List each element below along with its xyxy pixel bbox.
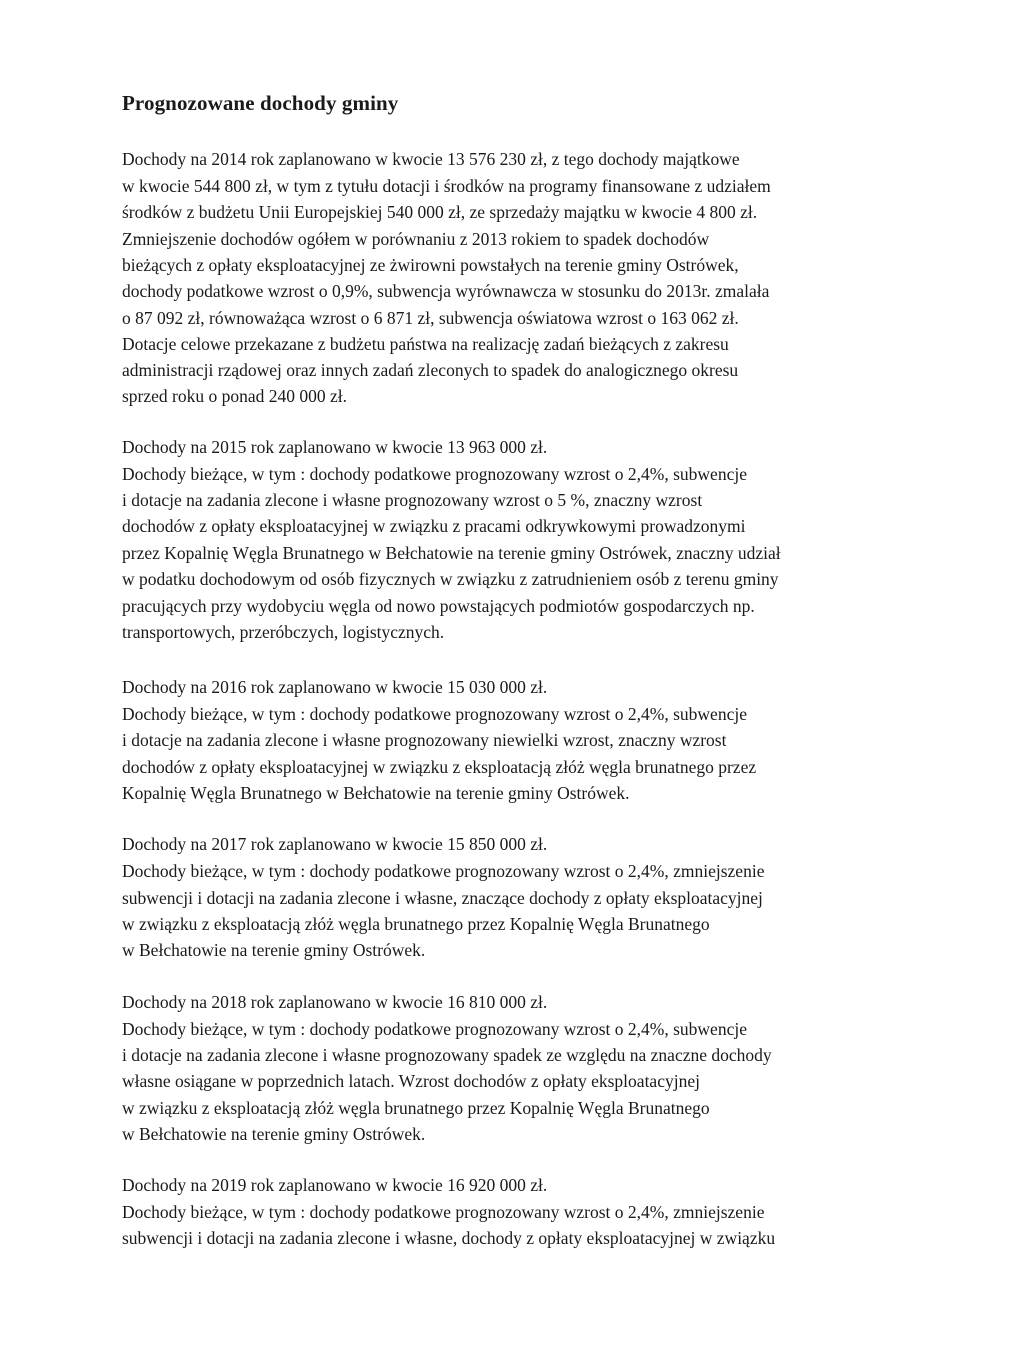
text-line: subwencji i dotacji na zadania zlecone i własne, znaczące dochody z opłaty eksploatacyjnej — [122, 888, 763, 908]
text-line: Dochody na 2017 rok zaplanowano w kwocie 15 850 000 zł. — [122, 834, 548, 854]
text-line: w związku z eksploatacją złóż węgla brunatnego przez Kopalnię Węgla Brunatnego — [122, 1098, 710, 1118]
text-line: w Bełchatowie na terenie gminy Ostrówek. — [122, 940, 426, 960]
text-line: dochodów z opłaty eksploatacyjnej w związku z eksploatacją złóż węgla brunatnego przez — [122, 757, 757, 777]
text-line: w podatku dochodowym od osób fizycznych w związku z zatrudnieniem osób z terenu gminy — [122, 569, 779, 589]
text-line: pracujących przy wydobyciu węgla od nowo powstających podmiotów gospodarczych np. — [122, 596, 755, 616]
text-line: Dochody bieżące, w tym : dochody podatkowe prognozowany wzrost o 2,4%, subwencje — [122, 1019, 747, 1039]
text-line: Kopalnię Węgla Brunatnego w Bełchatowie na terenie gminy Ostrówek. — [122, 783, 630, 803]
text-line: w Bełchatowie na terenie gminy Ostrówek. — [122, 1124, 426, 1144]
text-line: przez Kopalnię Węgla Brunatnego w Bełchatowie na terenie gminy Ostrówek, znaczny udział — [122, 543, 781, 563]
text-line: dochodów z opłaty eksploatacyjnej w związku z pracami odkrywkowymi prowadzonymi — [122, 516, 746, 536]
text-line: o 87 092 zł, równoważąca wzrost o 6 871 zł, subwencja oświatowa wzrost o 163 062 zł. — [122, 308, 739, 328]
text-line: Dochody na 2016 rok zaplanowano w kwocie 15 030 000 zł. — [122, 677, 548, 697]
text-line: Dochody na 2014 rok zaplanowano w kwocie 13 576 230 zł, z tego dochody majątkowe — [122, 149, 740, 169]
text-line: w związku z eksploatacją złóż węgla brunatnego przez Kopalnię Węgla Brunatnego — [122, 914, 710, 934]
text-line: Dochody na 2019 rok zaplanowano w kwocie 16 920 000 zł. — [122, 1175, 548, 1195]
text-line: transportowych, przeróbczych, logistycznych. — [122, 622, 445, 642]
text-line: w kwocie 544 800 zł, w tym z tytułu dotacji i środków na programy finansowane z udziałem — [122, 176, 771, 196]
text-line: Dochody bieżące, w tym : dochody podatkowe prognozowany wzrost o 2,4%, subwencje — [122, 464, 747, 484]
text-line: i dotacje na zadania zlecone i własne prognozowany wzrost o 5 %, znaczny wzrost — [122, 490, 703, 510]
text-line: Dochody bieżące, w tym : dochody podatkowe prognozowany wzrost o 2,4%, subwencje — [122, 704, 747, 724]
text-line: i dotacje na zadania zlecone i własne prognozowany spadek ze względu na znaczne dochody — [122, 1045, 772, 1065]
text-line: Dotacje celowe przekazane z budżetu państwa na realizację zadań bieżących z zakresu — [122, 334, 729, 354]
document-title: Prognozowane dochody gminy — [122, 91, 399, 115]
text-line: Dochody bieżące, w tym : dochody podatkowe prognozowany wzrost o 2,4%, zmniejszenie — [122, 861, 765, 881]
text-line: dochody podatkowe wzrost o 0,9%, subwencja wyrównawcza w stosunku do 2013r. zmalała — [122, 281, 770, 301]
text-line: Dochody bieżące, w tym : dochody podatkowe prognozowany wzrost o 2,4%, zmniejszenie — [122, 1202, 765, 1222]
text-line: Dochody na 2018 rok zaplanowano w kwocie 16 810 000 zł. — [122, 992, 548, 1012]
text-line: sprzed roku o ponad 240 000 zł. — [122, 386, 348, 406]
text-line: środków z budżetu Unii Europejskiej 540 000 zł, ze sprzedaży majątku w kwocie 4 800 zł. — [122, 202, 758, 222]
text-line: i dotacje na zadania zlecone i własne prognozowany niewielki wzrost, znaczny wzrost — [122, 730, 727, 750]
text-line: administracji rządowej oraz innych zadań zleconych to spadek do analogicznego okresu — [122, 360, 739, 380]
text-line: Zmniejszenie dochodów ogółem w porównaniu z 2013 rokiem to spadek dochodów — [122, 229, 710, 249]
text-line: bieżących z opłaty eksploatacyjnej ze żwirowni powstałych na terenie gminy Ostrówek, — [122, 255, 739, 275]
text-line: subwencji i dotacji na zadania zlecone i własne, dochody z opłaty eksploatacyjnej w związku — [122, 1228, 776, 1248]
text-line: Dochody na 2015 rok zaplanowano w kwocie 13 963 000 zł. — [122, 437, 548, 457]
text-line: własne osiągane w poprzednich latach. Wzrost dochodów z opłaty eksploatacyjnej — [122, 1071, 700, 1091]
